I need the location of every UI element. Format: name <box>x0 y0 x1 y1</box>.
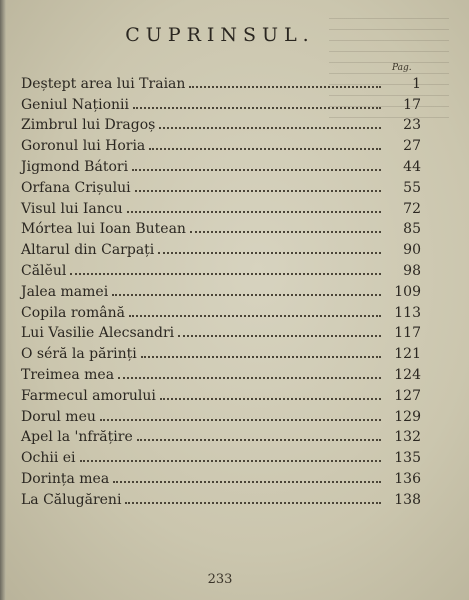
toc-entry <box>21 444 421 465</box>
dot-leader <box>178 335 381 337</box>
toc-entry-page: 98 <box>403 262 421 279</box>
toc-entry-title: O séră la părinți <box>21 346 137 363</box>
dot-leader <box>100 419 381 421</box>
dot-leader <box>70 273 381 275</box>
toc-entry-title: Farmecul amorului <box>21 387 156 404</box>
toc-entry-title: Jalea mamei <box>21 283 109 300</box>
toc-entry <box>21 320 421 341</box>
toc-entry <box>21 424 421 445</box>
toc-entry <box>21 257 421 278</box>
toc-entry <box>21 361 421 382</box>
toc-entry <box>21 195 421 216</box>
dot-leader <box>127 211 381 213</box>
toc-entry <box>21 91 421 112</box>
toc-entry-title: Orfana Crișului <box>21 179 131 196</box>
dot-leader <box>112 294 381 296</box>
toc-entry-title: Călĕul <box>21 262 67 279</box>
toc-entry <box>21 70 421 91</box>
dot-leader <box>149 148 381 150</box>
toc-entry-title: Dorul meu <box>21 408 96 425</box>
page-number: 233 <box>207 572 233 587</box>
toc-entry <box>21 216 421 237</box>
toc-entry-page: 90 <box>403 242 421 259</box>
toc-entry-page: 117 <box>394 325 421 342</box>
toc-entry-title: Visul lui Iancu <box>21 200 123 217</box>
dot-leader <box>135 190 381 192</box>
toc-entry-page: 136 <box>394 470 421 487</box>
toc-entry-page: 85 <box>403 221 421 238</box>
toc-entry-page: 121 <box>394 346 421 363</box>
toc-entry <box>21 174 421 195</box>
dot-leader <box>141 356 381 358</box>
toc-entry <box>21 382 421 403</box>
toc-entry-title: Copila română <box>21 304 125 321</box>
toc-entry-title: Lui Vasilie Alecsandri <box>21 325 175 342</box>
toc-entry-page: 55 <box>403 179 421 196</box>
toc-entry <box>21 112 421 133</box>
toc-entry-page: 109 <box>394 283 421 300</box>
toc-entry-page: 135 <box>394 450 421 467</box>
toc-entry <box>21 278 421 299</box>
toc-entry-title: Deștept area lui Traian <box>21 75 186 92</box>
dot-leader <box>159 127 381 129</box>
toc-entry-page: 113 <box>394 304 421 321</box>
toc-entry-title: Jigmond Bátori <box>21 158 129 175</box>
toc-entry-page: 44 <box>403 158 421 175</box>
dot-leader <box>189 86 381 88</box>
toc-entry-title: La Călugăreni <box>21 491 122 508</box>
page-column-label: Pag. <box>392 63 412 73</box>
toc-entry-title: Dorința mea <box>21 470 110 487</box>
toc-entry <box>21 340 421 361</box>
dot-leader <box>129 315 381 317</box>
dot-leader <box>125 502 381 504</box>
dot-leader <box>118 377 381 379</box>
toc-entry-page: 124 <box>394 366 421 383</box>
toc-entry-page: 27 <box>403 138 421 155</box>
toc-entry-page: 127 <box>394 387 421 404</box>
toc-entry <box>21 236 421 257</box>
dot-leader <box>190 231 381 233</box>
toc-entry-title: Apel la 'nfrățire <box>21 429 133 446</box>
toc-entry-page: 138 <box>394 491 421 508</box>
dot-leader <box>113 481 381 483</box>
dot-leader <box>158 252 381 254</box>
toc-entry-page: 23 <box>403 117 421 134</box>
dot-leader <box>137 439 381 441</box>
dot-leader <box>133 107 381 109</box>
toc-entry-page: 132 <box>394 429 421 446</box>
toc-entry-title: Geniul Naționii <box>21 96 130 113</box>
toc-entry-title: Goronul lui Horia <box>21 138 146 155</box>
dot-leader <box>80 460 381 462</box>
table-of-contents <box>21 70 421 507</box>
toc-entry-title: Treimea mea <box>21 366 115 383</box>
toc-entry-page: 17 <box>403 96 421 113</box>
toc-entry <box>21 465 421 486</box>
toc-entry-title: Altarul din Carpați <box>21 242 155 259</box>
toc-entry <box>21 299 421 320</box>
toc-entry <box>21 403 421 424</box>
page-gutter-shadow <box>0 0 6 600</box>
toc-entry-page: 1 <box>412 75 421 92</box>
dot-leader <box>160 398 381 400</box>
toc-entry <box>21 153 421 174</box>
toc-entry-title: Zimbrul lui Dragoș <box>21 117 156 134</box>
toc-entry-title: Ochii ei <box>21 450 76 467</box>
toc-entry <box>21 132 421 153</box>
page-title: CUPRINSUL. <box>125 24 315 46</box>
toc-entry <box>21 486 421 507</box>
dot-leader <box>132 169 381 171</box>
toc-entry-page: 129 <box>394 408 421 425</box>
toc-entry-page: 72 <box>403 200 421 217</box>
toc-entry-title: Mórtea lui Ioan Butean <box>21 221 186 238</box>
